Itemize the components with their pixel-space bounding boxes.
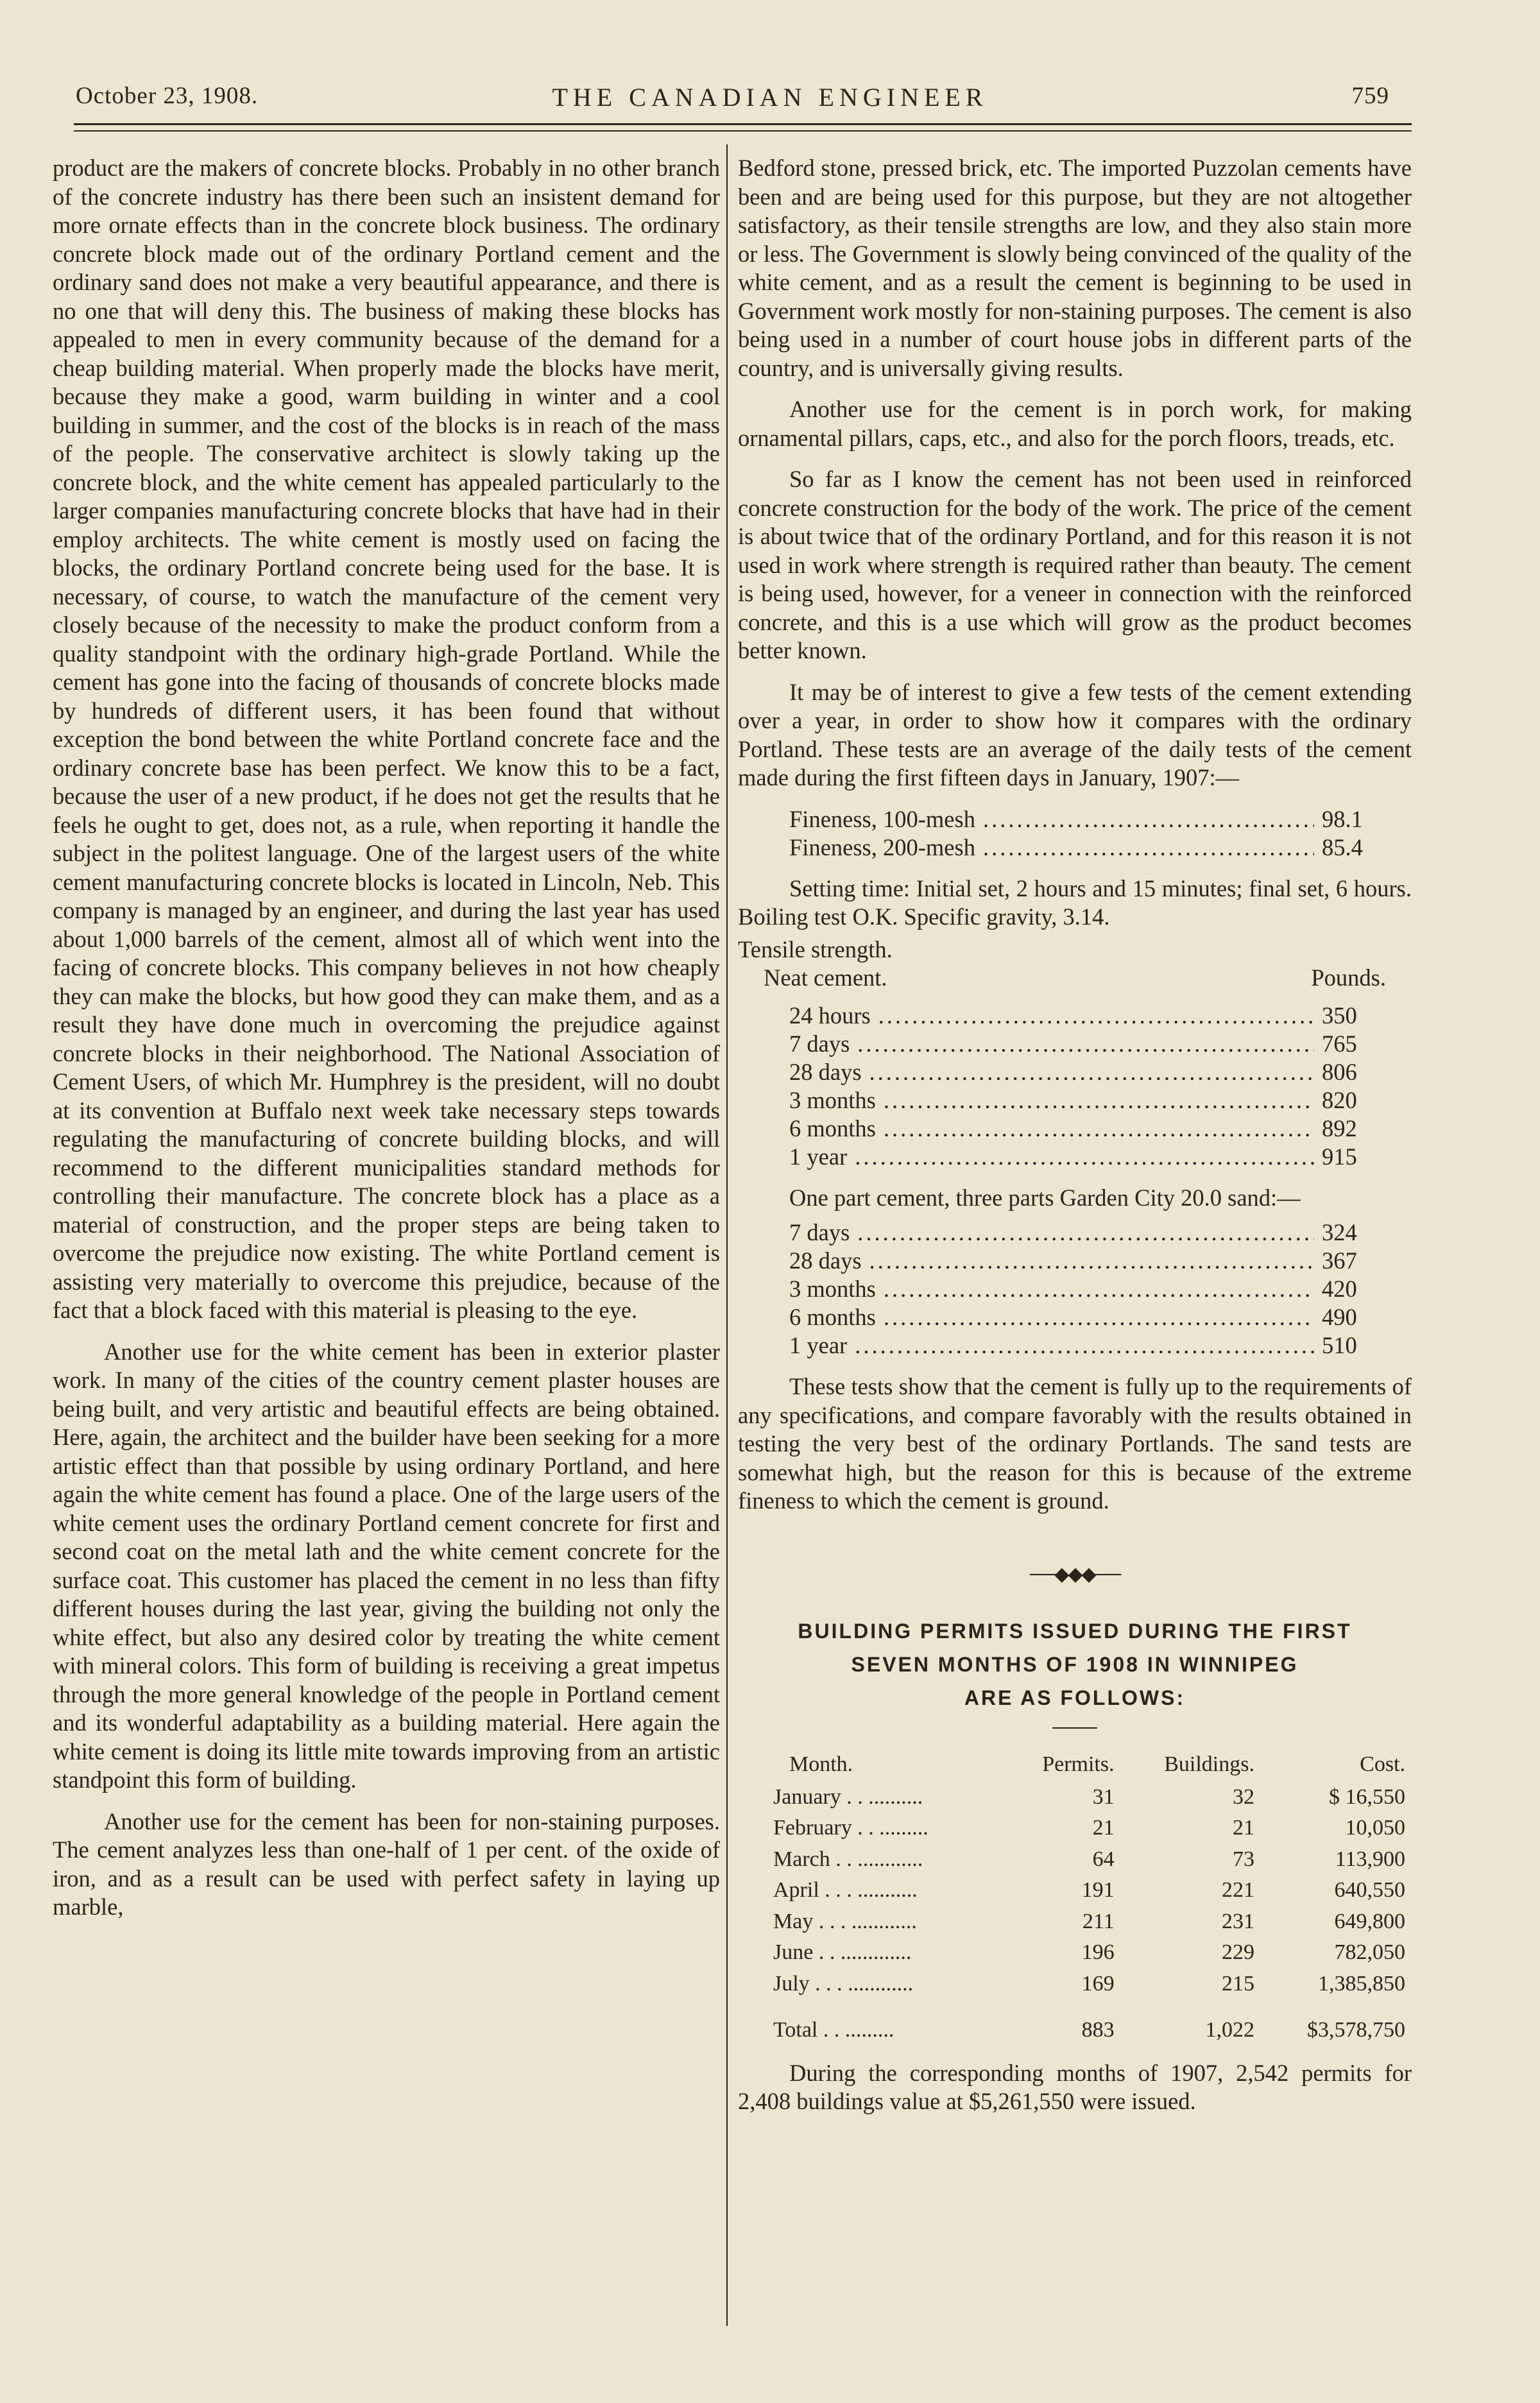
item-label: Fineness, 100-mesh (789, 805, 975, 832)
item-value: 892 (1322, 1115, 1357, 1142)
item-value: 765 (1322, 1030, 1357, 1057)
cell-permits: 31 (1092, 1784, 1115, 1809)
list-item (738, 1143, 1412, 1171)
cell-buildings: 21 (1232, 1816, 1254, 1840)
cell-buildings: 231 (1221, 1909, 1254, 1933)
cell-permits: 169 (1081, 1971, 1115, 1996)
cell-permits: 883 (1081, 2018, 1115, 2042)
table-row (738, 1813, 1412, 1844)
paragraph: Bedford stone, pressed brick, etc. The imported Puzzolan cements have been and are being used for this purpose, but they are not altogether satisfactory, as their tensile strengths are low, and they also stain more or less. The Government is slowly being convinced of the quality of the white cement, and as a result the cement is beginning to be used in Government work mostly for non-staining purposes. The cement is also being used in a number of court house jobs in different parts of the country, and is universally giving results. (738, 155, 1412, 381)
item-label: 7 days (789, 1030, 850, 1057)
section-ornament: ──◆◆◆── (1029, 1563, 1120, 1585)
header-date: October 23, 1908. (76, 83, 259, 109)
setting-time: Setting time: Initial set, 2 hours and 15 minutes; final set, 6 hours. Boiling test O.K. Specific gravity, 3.14. (738, 875, 1412, 930)
permits-footnote: During the corresponding months of 1907, 2,542 permits for 2,408 buildings value at $5,261,550 were issued. (738, 2059, 1412, 2114)
cell-cost: $3,578,750 (1307, 2018, 1405, 2042)
table-row (738, 1782, 1412, 1813)
paragraph: Another use for the white cement has been in exterior plaster work. In many of the cities of the country cement plaster houses are being built, and very artistic and beautiful effects are being obtained. Here, again, the architect and the builder have been seeking for a more artistic effect than that possible by using ordinary Portland, and here again the white cement has found a place. One of the large users of the white cement uses the ordinary Portland cement concrete for first and second coat on the metal lath and the white cement concrete for the surface coat. This customer has placed the cement in no less than fifty different houses during the last year, giving the building not only the white effect, but also any desired color by treating the white cement with mineral colors. This form of building is receiving a great impetus through the more general knowledge of the people in Portland cement and its wonderful adaptability as a building material. Here again the white cement is doing its little mite towards improving from an artistic standpoint this form of building. (53, 1338, 720, 1793)
paragraph: Another use for the cement has been for non-staining purposes. The cement analyzes less than one-half of 1 per cent. of the oxide of iron, and as a result can be used with perfect safety in laying up marble, (53, 1808, 720, 1920)
cell-cost: 782,050 (1334, 1940, 1405, 1964)
cell-month: Total . . ......... (773, 2018, 894, 2042)
table-row (738, 1875, 1412, 1906)
item-value: 98.1 (1322, 805, 1363, 832)
item-value: 324 (1322, 1219, 1357, 1245)
cell-month: April . . . ........... (773, 1878, 918, 1902)
column-header: Cost. (1360, 1752, 1405, 1776)
cell-permits: 196 (1081, 1940, 1115, 1964)
list-item (738, 1275, 1412, 1303)
item-value: 367 (1322, 1247, 1357, 1274)
cell-cost: 649,800 (1334, 1909, 1405, 1933)
cell-cost: 1,385,850 (1318, 1971, 1405, 1996)
item-value: 820 (1322, 1086, 1357, 1113)
list-item (738, 1058, 1412, 1086)
cell-cost: 10,050 (1345, 1816, 1405, 1840)
neat-subheading (738, 964, 1412, 993)
table-row (738, 1844, 1412, 1876)
pounds-label: Pounds. (1311, 964, 1386, 991)
header-page-number: 759 (1351, 83, 1389, 109)
cell-buildings: 215 (1221, 1971, 1254, 1996)
cell-permits: 21 (1092, 1816, 1115, 1840)
item-label: 24 hours (789, 1002, 871, 1029)
permits-table (738, 1748, 1412, 2046)
cell-permits: 191 (1081, 1878, 1115, 1902)
permits-title-line: SEVEN MONTHS OF 1908 IN WINNIPEG (851, 1653, 1299, 1676)
header-title: THE CANADIAN ENGINEER (552, 83, 988, 112)
list-item (738, 1086, 1412, 1115)
list-item (738, 1303, 1412, 1331)
item-value: 490 (1322, 1304, 1357, 1330)
cell-cost: 640,550 (1334, 1878, 1405, 1902)
list-item (738, 1115, 1412, 1143)
item-value: 806 (1322, 1058, 1357, 1085)
list-item (738, 1247, 1412, 1275)
neat-label: Neat cement. (764, 964, 887, 991)
column-header: Month. (789, 1752, 853, 1776)
paragraph: So far as I know the cement has not been used in reinforced concrete construction for the body of the work. The price of the cement is about twice that of the ordinary Portland, and for this reason it is not used in work where strength is required rather than beauty. The cement is being used, however, for a veneer in connection with the reinforced concrete, and this is a use which will grow as the product becomes better known. (738, 466, 1412, 663)
item-label: 7 days (789, 1219, 850, 1245)
cell-month: March . . ............ (773, 1847, 923, 1871)
cell-buildings: 221 (1221, 1878, 1254, 1902)
cell-month: January . . .......... (773, 1784, 923, 1809)
sand-list (738, 1219, 1412, 1360)
header-rule (74, 123, 1412, 125)
table-row (738, 1937, 1412, 1969)
left-column (53, 154, 720, 1935)
item-label: 1 year (789, 1332, 848, 1358)
neat-cement-list (738, 1002, 1412, 1171)
table-header-row (738, 1748, 1412, 1782)
permits-title (738, 1614, 1412, 1715)
list-item (738, 834, 1412, 862)
tensile-heading: Tensile strength. (738, 936, 893, 962)
cell-month: June . . ............. (773, 1940, 912, 1964)
paragraph: These tests show that the cement is fully up to the requirements of any specifications, and compare favorably with the results obtained in testing the very best of the ordinary Portlands. The sand tests are somewhat high, but the reason for this is because of the extreme fineness to which the cement is ground. (738, 1373, 1412, 1514)
list-item (738, 1030, 1412, 1058)
cell-buildings: 73 (1232, 1847, 1254, 1871)
item-value: 510 (1322, 1332, 1357, 1358)
cell-buildings: 229 (1221, 1940, 1254, 1964)
cell-cost: 113,900 (1335, 1847, 1405, 1871)
column-divider (726, 144, 728, 2326)
cell-month: February . . ......... (773, 1816, 928, 1840)
item-label: 6 months (789, 1304, 876, 1330)
cell-month: May . . . ............ (773, 1909, 917, 1933)
list-item (738, 805, 1412, 834)
item-value: 350 (1322, 1002, 1357, 1029)
column-header: Permits. (1042, 1752, 1115, 1776)
item-value: 915 (1322, 1143, 1357, 1170)
cell-permits: 211 (1082, 1909, 1115, 1933)
table-row (738, 1969, 1412, 2000)
item-label: 3 months (789, 1086, 876, 1113)
cell-buildings: 1,022 (1205, 2018, 1254, 2042)
permits-title-line: ARE AS FOLLOWS: (964, 1686, 1186, 1709)
list-item (738, 1331, 1412, 1360)
item-value: 85.4 (1322, 834, 1363, 860)
paragraph: It may be of interest to give a few tests of the cement extending over a year, in order to show how it compares with the ordinary Portland. These tests are an average of the daily tests of the cement made during the first fifteen days in January, 1907:— (738, 678, 1412, 791)
list-item (738, 1219, 1412, 1247)
item-label: 6 months (789, 1115, 876, 1142)
table-row (738, 1906, 1412, 1938)
column-header: Buildings. (1164, 1752, 1254, 1776)
header-rule-thin (74, 130, 1412, 132)
item-label: 28 days (789, 1247, 862, 1274)
right-column (738, 154, 1412, 2129)
item-label: 28 days (789, 1058, 862, 1085)
cell-permits: 64 (1092, 1847, 1115, 1871)
cell-month: July . . . ............ (773, 1971, 914, 1996)
item-label: 1 year (789, 1143, 848, 1170)
cell-cost: $ 16,550 (1329, 1784, 1405, 1809)
item-value: 420 (1322, 1276, 1357, 1302)
divider (1052, 1727, 1097, 1729)
item-label: Fineness, 200-mesh (789, 834, 975, 860)
table-total-row (738, 1999, 1412, 2046)
paragraph: Another use for the cement is in porch work, for making ornamental pillars, caps, etc., and also for the porch floors, treads, etc. (738, 396, 1412, 451)
fineness-list (738, 805, 1412, 862)
sand-intro: One part cement, three parts Garden City 20.0 sand:— (789, 1184, 1301, 1211)
cell-buildings: 32 (1232, 1784, 1254, 1809)
permits-title-line: BUILDING PERMITS ISSUED DURING THE FIRST (798, 1620, 1352, 1643)
list-item (738, 1002, 1412, 1030)
paragraph: product are the makers of concrete blocks. Probably in no other branch of the concrete industry has there been such an insistent demand for more ornate effects than in the concrete block business. The ordinary concrete block made out of the ordinary Portland cement and the ordinary sand does not make a very beautiful appearance, and there is no one that will deny this. The business of making these blocks has appealed to men in every community because of the demand for a cheap building material. When properly made the blocks have merit, because they make a good, warm building in winter and a cool building in summer, and the cost of the blocks is in reach of the mass of the people. The conservative architect is slowly taking up the concrete block, and the white cement has appealed particularly to the larger companies manufacturing concrete blocks that have had in their employ architects. The white cement is mostly used on facing the blocks, the ordinary Portland concrete being used for the base. It is necessary, of course, to watch the manufacture of the cement very closely because of the necessity to make the product conform from a quality standpoint with the ordinary high-grade Portland. While the cement has gone into the facing of thousands of concrete blocks made by hundreds of different users, it has been found that without exception the bond between the white Portland concrete face and the ordinary concrete base has been perfect. We know this to be a fact, because the user of a new product, if he does not get the results that he feels he ought to get, does not, as a rule, when reporting it handle the subject in the politest language. One of the largest users of the white cement manufacturing concrete blocks is located in Lincoln, Neb. This company is managed by an engineer, and during the last year has used about 1,000 barrels of the cement, almost all of which went into the facing of concrete blocks. This company believes in not how cheaply they can make the blocks, but how good they can make them, and as a result they have done much in overcoming the prejudice against concrete blocks in their neighborhood. The National Association of Cement Users, of which Mr. Humphrey is the president, will no doubt at its convention at Buffalo next week take necessary steps towards regulating the manufacturing of concrete building blocks, and will recommend to the different municipalities standard methods for controlling their manufacture. The concrete block has a place as a material of construction, and the proper steps are being taken to overcome the prejudice now existing. The white Portland cement is assisting very materially to overcome this prejudice, because of the fact that a block faced with this material is pleasing to the eye. (53, 155, 720, 1323)
item-label: 3 months (789, 1276, 876, 1302)
